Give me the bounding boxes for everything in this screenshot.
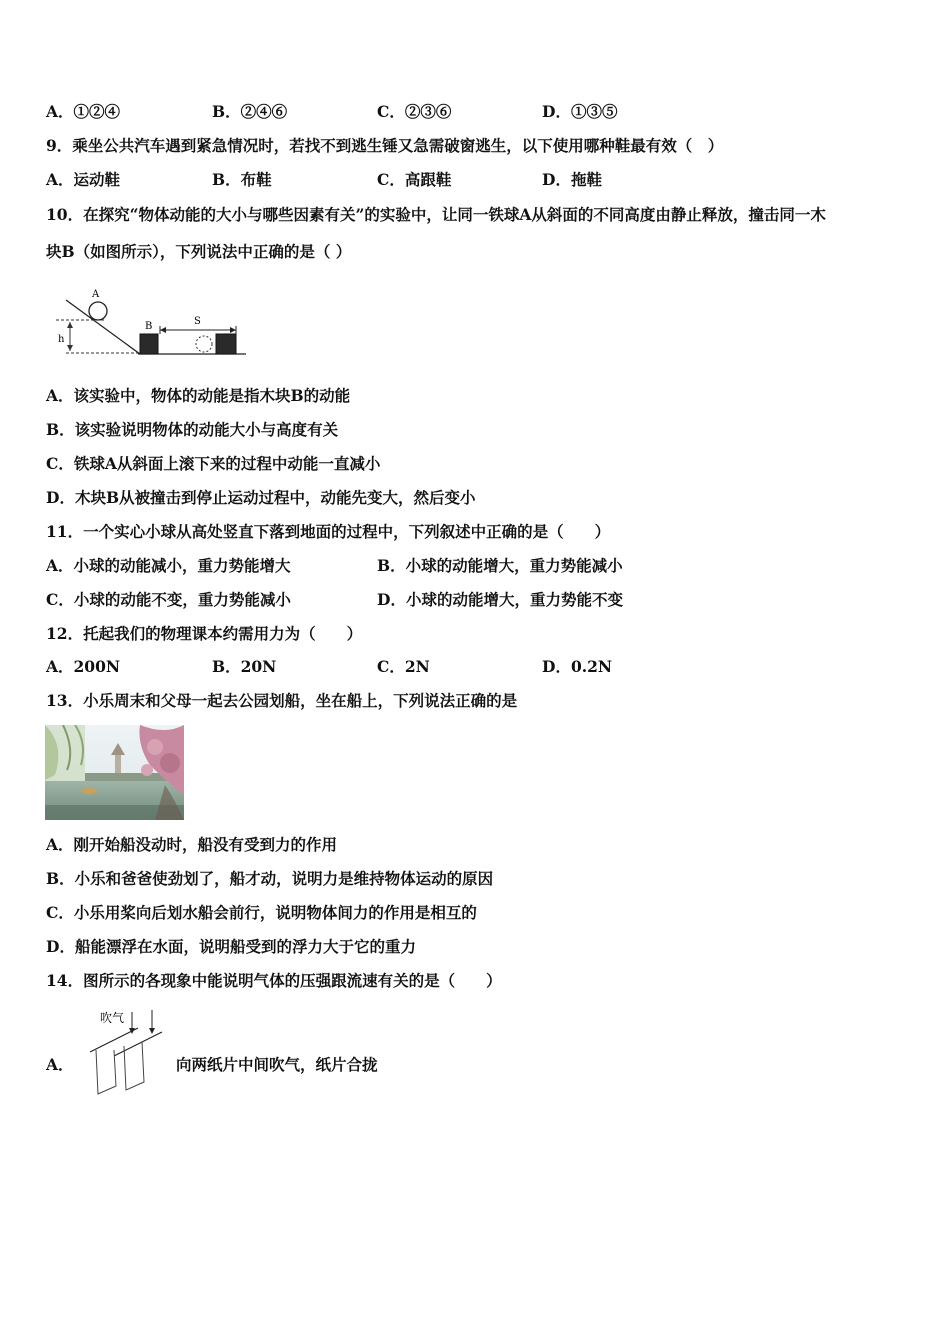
q10-option-a: A．该实验中，物体的动能是指木块B的动能	[46, 386, 351, 405]
q10-stem-line2: 块B（如图所示），下列说法中正确的是（ ）	[46, 242, 352, 261]
q13-option-d: D．船能漂浮在水面，说明船受到的浮力大于它的重力	[46, 937, 416, 956]
q13-option-a: A．刚开始船没动时，船没有受到力的作用	[46, 835, 338, 854]
q10-stem-line1: 10．在探究“物体动能的大小与哪些因素有关”的实验中，让同一铁球A从斜面的不同高度由静止释放，撞击同一木	[46, 205, 826, 224]
q8-option-b: B．②④⑥	[212, 102, 288, 121]
q9-option-d: D．拖鞋	[542, 170, 602, 189]
q11-option-b: B．小球的动能增大，重力势能减小	[377, 556, 623, 575]
q9-option-b: B．布鞋	[212, 170, 272, 189]
q13-stem: 13．小乐周末和父母一起去公园划船，坐在船上，下列说法正确的是	[46, 691, 518, 710]
q11-option-d: D．小球的动能增大，重力势能不变	[377, 590, 623, 609]
q12-option-d: D．0.2N	[542, 657, 613, 676]
park-boat-photo	[45, 725, 184, 820]
q12-option-a: A．200N	[46, 657, 121, 676]
q12-option-b: B．20N	[212, 657, 277, 676]
q11-stem: 11．一个实心小球从高处竖直下落到地面的过程中，下列叙述中正确的是（ ）	[46, 522, 611, 541]
q11-option-c: C．小球的动能不变，重力势能减小	[46, 590, 291, 609]
blow-label: 吹气	[100, 1011, 125, 1025]
q14-stem: 14．图所示的各现象中能说明气体的压强跟流速有关的是（ ）	[46, 971, 502, 990]
q10-option-d: D．木块B从被撞击到停止运动过程中，动能先变大，然后变小	[46, 488, 476, 507]
q12-option-c: C．2N	[377, 657, 430, 676]
q9-option-a: A．运动鞋	[46, 170, 121, 189]
label-h: h	[58, 334, 65, 345]
label-b: B	[145, 321, 153, 332]
q9-option-c: C．高跟鞋	[377, 170, 452, 189]
q13-option-b: B．小乐和爸爸使劲划了，船才动，说明力是维持物体运动的原因	[46, 869, 494, 888]
q11-option-a: A．小球的动能减小，重力势能增大	[46, 556, 291, 575]
q8-option-d: D．①③⑤	[542, 102, 618, 121]
q10-option-b: B．该实验说明物体的动能大小与高度有关	[46, 420, 339, 439]
q14-option-a-label: A．	[46, 1055, 74, 1074]
incline-diagram	[52, 286, 248, 360]
q9-stem: 9．乘坐公共汽车遇到紧急情况时，若找不到逃生锤又急需破窗逃生，以下使用哪种鞋最有效（ ）	[46, 136, 724, 155]
paper-blow-diagram	[86, 1006, 168, 1098]
label-s: S	[194, 316, 201, 327]
q14-option-a-text: 向两纸片中间吹气，纸片合拢	[176, 1055, 378, 1074]
q10-option-c: C．铁球A从斜面上滚下来的过程中动能一直减小	[46, 454, 381, 473]
q13-option-c: C．小乐用桨向后划水船会前行，说明物体间力的作用是相互的	[46, 903, 477, 922]
label-a: A	[92, 289, 100, 300]
block-b-final	[216, 334, 236, 354]
q8-option-c: C．②③⑥	[377, 102, 452, 121]
block-b	[140, 334, 158, 354]
ball-a	[89, 302, 107, 320]
q12-stem: 12．托起我们的物理课本约需用力为（ ）	[46, 624, 363, 643]
q8-option-a: A．①②④	[46, 102, 121, 121]
ghost-ball	[196, 336, 212, 352]
